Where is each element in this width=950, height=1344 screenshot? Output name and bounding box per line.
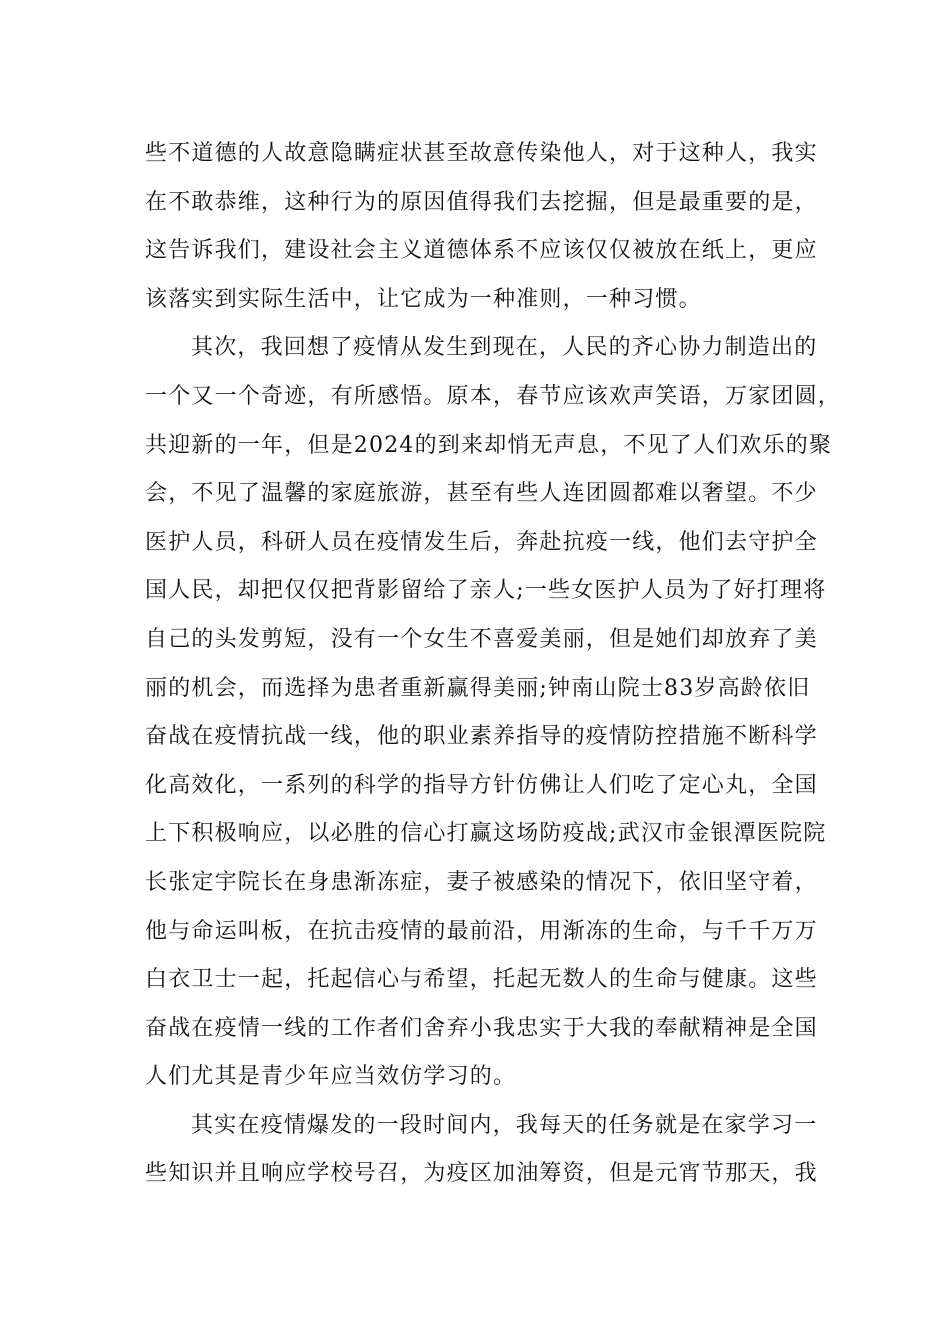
- text-line: 化高效化，一系列的科学的指导方针仿佛让人们吃了定心丸，全国: [145, 772, 818, 798]
- text-line: 一个又一个奇迹，有所感悟。原本，春节应该欢声笑语，万家团圆，: [145, 383, 842, 409]
- text-line: 奋战在疫情抗战一线，他的职业素养指导的疫情防控措施不断科学: [145, 724, 818, 750]
- text-line: 在不敢恭维，这种行为的原因值得我们去挖掘，但是最重要的是，: [145, 189, 818, 215]
- text-line: 人们尤其是青少年应当效仿学习的。: [145, 1064, 517, 1090]
- text-line: 共迎新的一年，但是2024的到来却悄无声息，不见了人们欢乐的聚: [145, 432, 833, 458]
- text-line: 医护人员，科研人员在疫情发生后，奔赴抗疫一线，他们去守护全: [145, 529, 818, 555]
- text-line: 国人民，却把仅仅把背影留给了亲人;一些女医护人员为了好打理将: [145, 578, 827, 604]
- text-line: 长张定宇院长在身患渐冻症，妻子被感染的情况下，依旧坚守着，: [145, 869, 818, 895]
- text-line: 他与命运叫板，在抗击疫情的最前沿，用渐冻的生命，与千千万万: [145, 918, 818, 944]
- text-line: 该落实到实际生活中，让它成为一种准则，一种习惯。: [145, 286, 702, 312]
- document-body: [145, 130, 842, 1199]
- text-line: 些知识并且响应学校号召，为疫区加油筹资，但是元宵节那天，我: [145, 1161, 818, 1187]
- text-line: 会，不见了温馨的家庭旅游，甚至有些人连团圆都难以奢望。不少: [145, 481, 818, 507]
- text-line: 奋战在疫情一线的工作者们舍弃小我忠实于大我的奉献精神是全国: [145, 1015, 818, 1041]
- text-line: 丽的机会，而选择为患者重新赢得美丽;钟南山院士83岁高龄依旧: [145, 675, 811, 701]
- paragraph-start-line: 其次，我回想了疫情从发生到现在，人民的齐心协力制造出的: [191, 335, 818, 361]
- paragraph-start-line: 其实在疫情爆发的一段时间内，我每天的任务就是在家学习一: [191, 1112, 818, 1138]
- text-line: 些不道德的人故意隐瞒症状甚至故意传染他人，对于这种人，我实: [145, 141, 818, 166]
- text-line: 上下积极响应，以必胜的信心打赢这场防疫战;武汉市金银潭医院院: [145, 821, 827, 847]
- text-line: 白衣卫士一起，托起信心与希望，托起无数人的生命与健康。这些: [145, 967, 818, 993]
- text-line: 自己的头发剪短，没有一个女生不喜爱美丽，但是她们却放弃了美: [145, 626, 818, 652]
- text-line: 这告诉我们，建设社会主义道德体系不应该仅仅被放在纸上，更应: [145, 238, 818, 264]
